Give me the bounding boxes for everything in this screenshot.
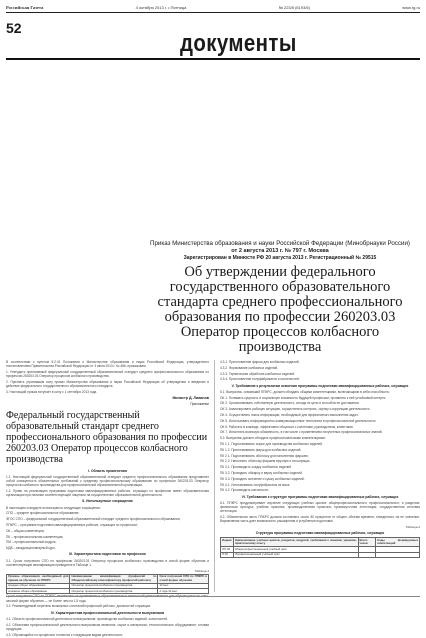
section-title: документы xyxy=(180,30,297,57)
paragraph: ОК 3. Анализировать рабочую ситуацию, осуществлять контроль, оценку и коррекцию деятельности. xyxy=(220,407,371,412)
paragraph: 5.2. Выпускник должен обладать профессиональными компетенциями: xyxy=(220,436,326,441)
paragraph: ПК 3.2. Проводить обжарку и варку колбасных изделий. xyxy=(220,470,303,475)
table-header-cell: Срок получения СПО по ППКРС в очной форме обучения xyxy=(159,574,207,582)
section-heading: V. Требования к результатам освоения программы подготовки квалифицированных рабочих, служащих xyxy=(231,383,409,388)
table-header-row xyxy=(7,574,209,583)
table-cell xyxy=(358,552,376,557)
qualification-table xyxy=(6,574,209,595)
table-cell: 10 мес. xyxy=(158,583,209,588)
order-registration: Зарегистрирован в Минюсте РФ 20 августа 2013 г. Регистрационный № 29515 xyxy=(183,255,377,261)
paragraph: ОК 7. Исполнять воинскую обязанность, в том числе с применением полученных профессиональных знаний. xyxy=(220,430,383,435)
table-cell: Профессиональный учебный цикл xyxy=(233,552,358,557)
paragraph: ПК 2.1. Подготавливать оболочку для наполнения фаршем. xyxy=(220,453,309,458)
section-heading: III. Характеристика подготовки по профессии xyxy=(69,552,146,557)
section-heading: IV. Характеристика профессиональной деятельности выпускников xyxy=(50,610,165,615)
paragraph: МДК – междисциплинарный курс. xyxy=(6,546,56,551)
table-row xyxy=(7,589,209,594)
table-header-cell: Коды формируемых компетенций xyxy=(377,537,418,546)
paragraph: ПК 3.1. Производить осадку колбасных изделий. xyxy=(220,465,292,470)
paragraph: ОК 1. Понимать сущность и социальную значимость будущей профессии, проявлять к ней устойчивый интерес. xyxy=(220,395,387,400)
table-header-cell: Наименование учебных циклов, разделов, модулей, требования к знаниям, умениям, практическому опыту xyxy=(234,537,357,546)
table-label: Таблица 2 xyxy=(405,524,420,529)
table-cell: 2 года 10 мес. xyxy=(158,589,209,594)
section-heading: II. Используемые сокращения xyxy=(82,499,133,504)
table-label: Таблица 1 xyxy=(194,568,209,573)
table-header-cell: Индекс xyxy=(221,538,234,547)
table-row xyxy=(221,552,420,557)
paragraph: ПК 1.2. Приготавливать фарш для колбасных изделий. xyxy=(220,447,302,452)
paragraph: ПК 3.3. Проводить копчение и сушку колбасных изделий. xyxy=(220,476,305,481)
order-block xyxy=(140,240,420,355)
paragraph: ОК – общая компетенция; xyxy=(6,528,45,533)
table-cell: Оператор процессов колбасного производства xyxy=(70,583,158,588)
paragraph: 4.3. Обучающийся по профессии готовится к следующим видам деятельности. xyxy=(6,632,124,637)
paragraph: 1. Утвердить прилагаемый федеральный государственный образовательный стандарт среднего профессионального образования по профессии 260203.03 Оператор процессов колбасного производства. xyxy=(6,370,209,379)
table-header-cell: Уровень образования, необходимый для приема на обучение по ППКРС xyxy=(8,574,69,582)
signer: Министр Д. Ливанов xyxy=(172,396,209,401)
table-cell: П.00 xyxy=(221,552,234,557)
issue-number: № 223/5 (6193/5) xyxy=(278,4,310,10)
left-column xyxy=(6,360,209,638)
paragraph: 6.2. Обязательная часть ППКРС должна составлять около 80 процентов от общего объема времени, отведенного на ее освоение. Вариативная часть дает возможность расширения и углубления подготовки. xyxy=(220,514,420,524)
table-caption: Структура программы подготовки квалифицированных рабочих, служащих xyxy=(255,531,385,536)
section-heading: I. Область применения xyxy=(88,468,127,473)
table-cell: ОП.00 xyxy=(221,547,234,552)
paragraph: ОК 5. Использовать информационно-коммуникационные технологии в профессиональной деятельности. xyxy=(220,418,377,423)
paragraph: Сроки получения СПО по ППКРС независимо от применяемых образовательных технологий увеличиваются для обучающихся по очно-заочной форме обучения — не более чем на 1,5 года. xyxy=(6,594,209,603)
table-cell: среднее общее образование xyxy=(7,583,70,588)
standard-title: Федеральный государственный образовательный стандарт среднего профессионального образования по профессии 260203.03 Оператор процессов колбасного производства xyxy=(6,409,208,465)
paragraph: ОК 6. Работать в команде, эффективно общаться с коллегами, руководством, клиентами. xyxy=(220,424,354,429)
paragraph: ППКРС – программа подготовки квалифицированных рабочих, служащих по профессии; xyxy=(6,523,138,528)
appendix-label: Приложение xyxy=(190,402,209,407)
paragraph: ФГОС СПО – федеральный государственный образовательный стандарт среднего профессионального образования; xyxy=(6,517,181,522)
paragraph: 3. Настоящий приказ вступает в силу с 1 сентября 2013 года. xyxy=(6,390,98,394)
paragraph: 1.2. Право на реализацию программы подготовки квалифицированных рабочих, служащих по профессии имеет образовательная организация при наличии соответствующей лицензии на осуществление образовательной деятельности. xyxy=(6,489,209,498)
paragraph: ПК 1.1. Подготавливать сырье для производства колбасных изделий. xyxy=(220,441,323,446)
paragraph: 4.2. Объектами профессиональной деятельности выпускников являются: сырье и материалы; технологическое оборудование; готовая продукция. xyxy=(6,622,209,631)
paragraph: 4.3.3. Термическая обработка колбасных изделий. xyxy=(220,371,295,376)
paragraph: 1.1. Настоящий федеральный государственный образовательный стандарт среднего профессионального образования представляет собой совокупность обязательных требований к среднему профессиональному образованию по профессии 260203.03 Оператор процессов колбасного производства для профессиональной образовательной организации. xyxy=(6,474,209,488)
issue-date: 4 октября 2013 г. • Пятница xyxy=(135,4,187,10)
paragraph: 4.3.2. Формование колбасных изделий. xyxy=(220,365,279,370)
column-divider xyxy=(214,360,215,592)
section-rule xyxy=(6,58,420,60)
site-link[interactable]: www.rg.ru xyxy=(402,4,420,10)
paragraph: СПО – среднее профессиональное образование; xyxy=(6,511,80,516)
footer-rule xyxy=(6,596,420,597)
paragraph: 4.3.1. Приготовление фарша для колбасных изделий. xyxy=(220,360,300,364)
order-issuer: Приказ Министерства образования и науки Российской Федерации (Минобрнауки России) xyxy=(150,240,410,247)
table-cell: основное общее образование xyxy=(7,589,70,594)
table-header-row xyxy=(221,538,420,547)
newspaper-brand: Российская Газета xyxy=(6,4,44,10)
page-number: 52 xyxy=(6,20,22,36)
table-cell: Оператор процессов колбасного производства xyxy=(70,589,158,594)
table-header-cell: Наименование квалификации (профессий по Общероссийскому классификатору профессий рабочих) xyxy=(71,574,157,582)
paragraph: ПК 4.2. Производить копчености. xyxy=(220,488,269,493)
paragraph: ПК 2.2. Наполнять оболочку фаршем вручную и на шприцах. xyxy=(220,459,311,464)
paragraph: 5.1. Выпускник, освоивший ППКРС, должен обладать общими компетенциями, включающими в себя способность: xyxy=(220,389,390,394)
order-number: от 2 августа 2013 г. № 797 г. Москва xyxy=(231,248,329,254)
table-header-cell: Всего часов xyxy=(358,538,376,547)
right-column xyxy=(220,360,420,558)
paragraph: ПМ – профессиональный модуль; xyxy=(6,540,57,545)
section-heading: VI. Требования к структуре программы подготовки квалифицированных рабочих, служащих xyxy=(241,494,399,499)
paragraph: ПК – профессиональная компетенция; xyxy=(6,534,64,539)
paragraph: 4.1. Область профессиональной деятельности выпускников: производство колбасных изделий, копченостей. xyxy=(6,616,168,621)
paragraph: 4.3.4. Приготовление полуфабрикатов и копченостей. xyxy=(220,377,300,382)
structure-table xyxy=(220,537,420,558)
table-cell xyxy=(376,552,420,557)
order-headline: Об утверждении федерального государственного образовательного стандарта среднего профессионального образования по профессии 260203.03 Оператор процессов колбасного производства xyxy=(157,264,403,355)
paragraph: 2. Признать утратившим силу приказ Министерства образования и науки Российской Федерации об утверждении и введении в действие федерального государственного образовательного стандарта. xyxy=(6,380,209,389)
paragraph: В настоящем стандарте используются следующие сокращения: xyxy=(6,505,101,510)
paragraph: 6.1. ППКРС предусматривает изучение следующих учебных циклов: общепрофессионального; профессионального; и разделов: физическая культура; учебная практика; производственная практика; промежуточная аттестация; государственная итоговая аттестация. xyxy=(220,500,420,514)
header-rule xyxy=(6,12,420,13)
paragraph: 3.1. Сроки получения СПО по профессии 260203.03 Оператор процессов колбасного производства в очной форме обучения и соответствующие квалификации приводятся в Таблице 1. xyxy=(6,558,209,567)
paragraph: ОК 4. Осуществлять поиск информации, необходимой для эффективного выполнения задач. xyxy=(220,412,359,417)
paragraph: ПК 4.1. Изготавливать полуфабрикаты из мяса. xyxy=(220,482,291,487)
table-cell: Общепрофессиональный учебный цикл xyxy=(233,547,358,552)
page-header xyxy=(6,3,420,11)
paragraph: 3.2. Рекомендуемый перечень возможных сочетаний профессий рабочих, должностей служащих. xyxy=(6,604,152,609)
paragraph: ОК 2. Организовывать собственную деятельность, исходя из цели и способов ее достижения. xyxy=(220,401,360,406)
paragraph: В соответствии с пунктом 5.2.41 Положения о Министерстве образования и науки Российской Федерации, утвержденного постановлением Правительства Российской Федерации от 3 июня 2013 г. № 466, приказываю: xyxy=(6,360,209,369)
